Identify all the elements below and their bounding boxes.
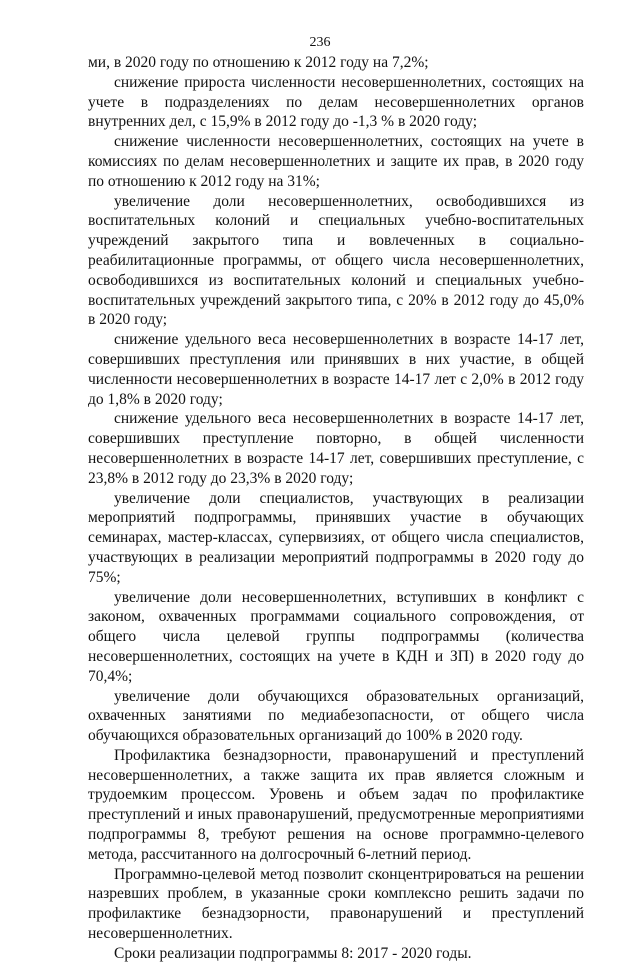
paragraph: увеличение доли несовершеннолетних, вступивших в конфликт с законом, охваченных программами социального сопровождения, от общего числа целевой группы подпрограммы (количества несовершеннолетних, состоящих на учете в КДН и ЗП) в 2020 году до 70,4%; xyxy=(88,588,584,685)
paragraph: увеличение доли специалистов, участвующих в реализации мероприятий подпрограммы, принявших участие в обучающих семинарах, мастер-классах, супервизиях, от общего числа специалистов, участвующих в реализации мероприятий подпрограммы в 2020 году до 75%; xyxy=(88,489,584,586)
paragraph: снижение удельного веса несовершеннолетних в возрасте 14-17 лет, совершивших преступление повторно, в общей численности несовершеннолетних в возрасте 14-17 лет, совершивших преступление, с 23,8% в 2012 году до 23,3% в 2020 году; xyxy=(88,410,584,487)
paragraph: Сроки реализации подпрограммы 8: 2017 - 2020 годы. xyxy=(114,944,472,962)
paragraph: ми, в 2020 году по отношению к 2012 году на 7,2%; xyxy=(88,54,429,71)
paragraph: снижение прироста численности несовершеннолетних, состоящих на учете в подразделениях по делам несовершеннолетних органов внутренних дел, с 15,9% в 2012 году до -1,3 % в 2020 году; xyxy=(88,73,584,131)
page-number: 236 xyxy=(309,35,331,50)
paragraph: Программно-целевой метод позволит сконцентрироваться на решении назревших проблем, в указанные сроки комплексно решить задачи по профилактике безнадзорности, правонарушений и преступлений несовершеннолетних. xyxy=(88,865,584,943)
paragraph: снижение численности несовершеннолетних, состоящих на учете в комиссиях по делам несовершеннолетних и защите их прав, в 2020 году по отношению к 2012 году на 31%; xyxy=(88,133,584,190)
paragraph: снижение удельного веса несовершеннолетних в возрасте 14-17 лет, совершивших преступления или принявших в них участие, в общей численности несовершеннолетних в возрасте 14-17 лет с 2,0% в 2012 году до 1,8% в 2020 году; xyxy=(88,331,584,408)
paragraph: увеличение доли обучающихся образовательных организаций, охваченных занятиями по медиабезопасности, от общего числа обучающихся образовательных организаций до 100% в 2020 году. xyxy=(88,687,584,745)
paragraph: Профилактика безнадзорности, правонарушений и преступлений несовершеннолетних, а также защита их прав является сложным и трудоемким процессом. Уровень и объем задач по профилактике преступлений и иных правонарушений, предусмотренные мероприятиями подпрограммы 8, требуют решения на основе программно-целевого метода, рассчитанного на долгосрочный 6-летний период. xyxy=(88,746,584,863)
document-body xyxy=(88,53,584,964)
paragraph: увеличение доли несовершеннолетних, освободившихся из воспитательных колоний и специальных учебно-воспитательных учреждений закрытого типа и вовлеченных в социально-реабилитационные программы, от общего числа несовершеннолетних, освободившихся из воспитательных колоний и специальных учебно-воспитательных учреждений закрытого типа, с 20% в 2012 году до 45,0% в 2020 году; xyxy=(88,192,584,329)
